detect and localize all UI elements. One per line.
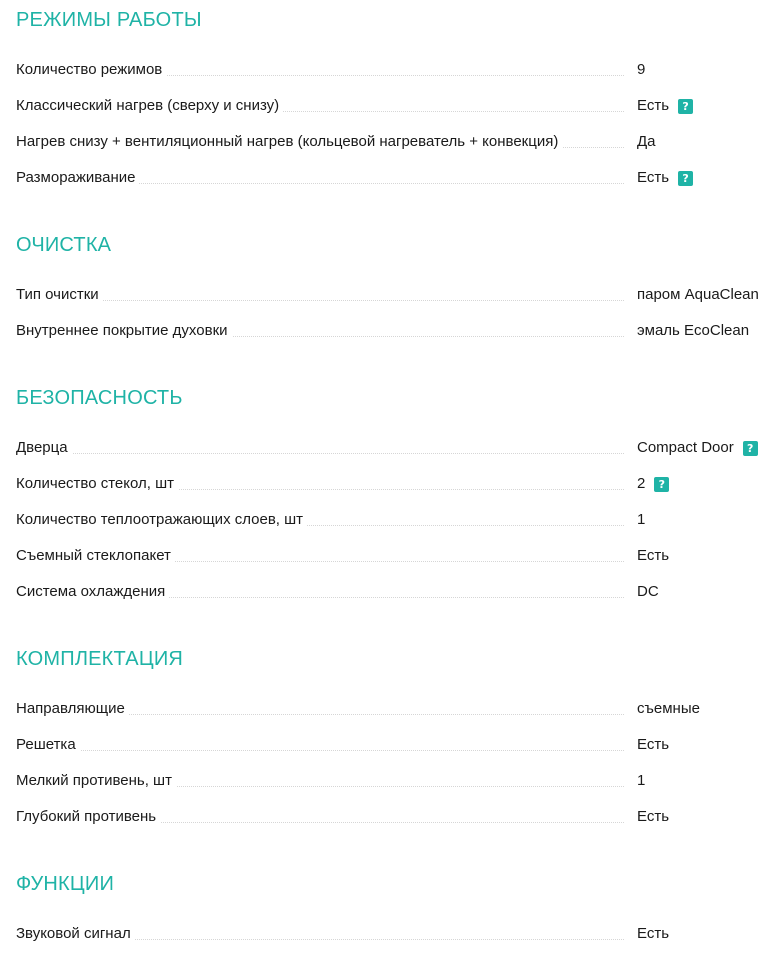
section-title-modes: РЕЖИМЫ РАБОТЫ — [16, 9, 202, 31]
spec-label: Внутреннее покрытие духовки — [16, 319, 232, 343]
section-title-safety: БЕЗОПАСНОСТЬ — [16, 387, 183, 409]
help-icon[interactable]: ? — [654, 477, 669, 492]
spec-label: Система охлаждения — [16, 580, 169, 604]
spec-value — [637, 697, 700, 721]
dotted-leader — [16, 453, 624, 454]
section-title-equipment: КОМПЛЕКТАЦИЯ — [16, 648, 184, 670]
spec-value — [637, 319, 749, 343]
dotted-leader — [16, 750, 624, 751]
spec-row-inner-coating — [16, 319, 770, 343]
spec-row-classic-heating — [16, 94, 770, 118]
spec-value — [637, 544, 669, 568]
spec-label: Количество стекол, шт — [16, 472, 178, 496]
spec-value — [637, 436, 758, 460]
spec-label: Дверца — [16, 436, 72, 460]
spec-value-text: Есть — [637, 925, 670, 942]
spec-label: Мелкий противень, шт — [16, 769, 176, 793]
help-icon[interactable]: ? — [678, 99, 693, 114]
spec-label: Нагрев снизу + вентиляционный нагрев (кольцевой нагреватель + конвекция) — [16, 130, 562, 154]
dotted-leader — [16, 300, 624, 301]
spec-row-rails — [16, 697, 770, 721]
spec-value-text: съемные — [637, 700, 700, 717]
help-icon[interactable]: ? — [678, 171, 693, 186]
spec-value — [637, 130, 656, 154]
section-title-functions: ФУНКЦИИ — [16, 873, 115, 895]
spec-value-text: Есть — [637, 169, 670, 186]
spec-value-text: DC — [637, 583, 659, 600]
spec-row-defrost — [16, 166, 770, 190]
spec-row-sound-signal — [16, 922, 770, 946]
spec-value — [637, 508, 645, 532]
spec-value-text: 1 — [637, 511, 646, 528]
spec-value — [637, 733, 669, 757]
spec-value — [637, 922, 669, 946]
spec-label: Количество теплоотражающих слоев, шт — [16, 508, 307, 532]
spec-value — [637, 805, 669, 829]
spec-value-text: 1 — [637, 772, 646, 789]
spec-value — [637, 472, 669, 496]
spec-value — [637, 166, 693, 190]
spec-value — [637, 580, 659, 604]
spec-label: Звуковой сигнал — [16, 922, 135, 946]
spec-value-text: эмаль EcoClean — [637, 322, 750, 339]
spec-value — [637, 94, 693, 118]
spec-row-mode-count — [16, 58, 770, 82]
spec-value-text: Да — [637, 133, 656, 150]
spec-value-text: Есть — [637, 97, 670, 114]
spec-value-text: Есть — [637, 808, 670, 825]
spec-value-text: паром AquaClean — [637, 286, 759, 303]
section-title-cleaning: ОЧИСТКА — [16, 234, 112, 256]
spec-value-text: Compact Door — [637, 439, 734, 456]
spec-row-door — [16, 436, 770, 460]
spec-row-deep-tray — [16, 805, 770, 829]
spec-value — [637, 769, 645, 793]
spec-row-heat-reflective-layers — [16, 508, 770, 532]
spec-value-text: Есть — [637, 547, 670, 564]
spec-value-text: 9 — [637, 61, 646, 78]
spec-row-cleaning-type — [16, 283, 770, 307]
spec-value-text: Есть — [637, 736, 670, 753]
spec-label: Направляющие — [16, 697, 129, 721]
spec-row-shallow-tray — [16, 769, 770, 793]
spec-value — [637, 283, 759, 307]
spec-label: Глубокий противень — [16, 805, 160, 829]
help-icon[interactable]: ? — [743, 441, 758, 456]
spec-row-glass-count — [16, 472, 770, 496]
spec-label: Решетка — [16, 733, 80, 757]
spec-label: Классический нагрев (сверху и снизу) — [16, 94, 283, 118]
spec-row-cooling-system — [16, 580, 770, 604]
spec-row-removable-glass — [16, 544, 770, 568]
spec-label: Количество режимов — [16, 58, 166, 82]
spec-row-bottom-fan-heating — [16, 130, 770, 154]
spec-label: Съемный стеклопакет — [16, 544, 175, 568]
spec-value — [637, 58, 645, 82]
spec-label: Размораживание — [16, 166, 139, 190]
spec-value-text: 2 — [637, 475, 646, 492]
spec-row-grid — [16, 733, 770, 757]
spec-label: Тип очистки — [16, 283, 103, 307]
